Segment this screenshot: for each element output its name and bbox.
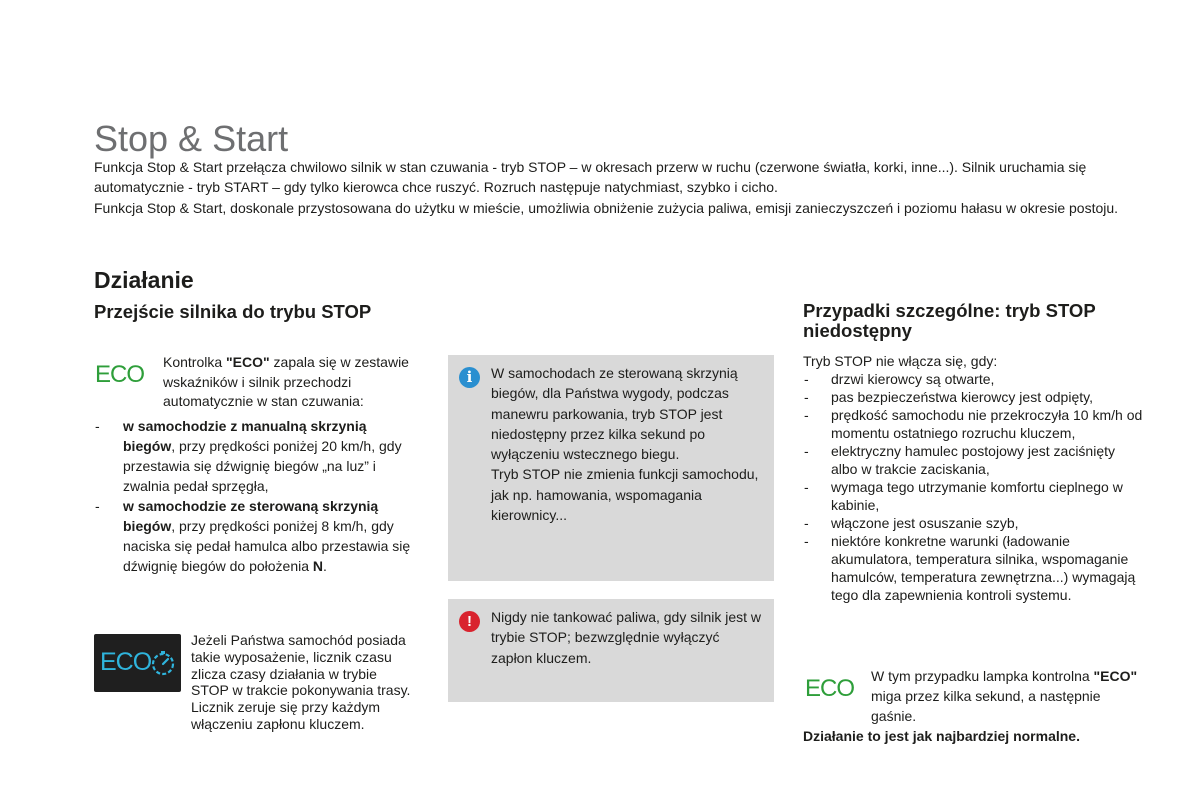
list-item: - pas bezpieczeństwa kierowcy jest odpięty, xyxy=(803,388,1143,406)
list-item: - niektóre konkretne warunki (ładowanie akumulatora, temperatura silnika, wspomaganie hamulców, temperatura zewnętrzna...) wymagają tego dla zapewnienia kontroli systemu. xyxy=(803,532,1143,604)
special-cases-list xyxy=(803,370,1143,604)
list-item-text: , przy prędkości poniżej 8 km/h, gdy naciska się pedał hamulca albo przestawia się dźwignię biegów do położenia xyxy=(123,518,411,574)
special-cases-heading: Przypadki szczególne: tryb STOP niedostępny xyxy=(803,300,1096,341)
info-paragraph-1: W samochodach ze sterowaną skrzynią biegów, dla Państwa wygody, podczas manewru parkowania, tryb STOP jest niedostępny przez kilka sekund po wyłączeniu wstecznego biegu. xyxy=(491,365,738,463)
intro-paragraph-2: Funkcja Stop & Start, doskonale przystosowana do użytku w mieście, umożliwia obniżenie zużycia paliwa, emisji zanieczyszczeń i poziomu hałasu w okresie postoju. xyxy=(94,199,1119,216)
page-title: Stop & Start xyxy=(94,118,289,159)
stop-mode-heading: Przejście silnika do trybu STOP xyxy=(94,301,372,322)
list-item-bold: w samochodzie z manualną skrzynią biegów xyxy=(123,418,367,454)
list-item: - włączone jest osuszanie szyb, xyxy=(803,514,1143,532)
eco-stopwatch-icon xyxy=(94,634,181,692)
list-item xyxy=(94,496,414,576)
eco-blink-description xyxy=(871,666,1141,726)
text: W tym przypadku lampka kontrolna xyxy=(871,668,1094,684)
list-item-bold: w samochodzie ze sterowaną skrzynią biegów xyxy=(123,498,379,534)
list-item-text: , przy prędkości poniżej 20 km/h, gdy przestawia się dźwignię biegów „na luz” i zwalnia pedał sprzęgła, xyxy=(123,438,402,494)
list-item: - elektryczny hamulec postojowy jest zaciśnięty albo w trakcie zaciskania, xyxy=(803,442,1143,478)
info-paragraph-2: Tryb STOP nie zmienia funkcji samochodu, jak np. hamowania, wspomagania kierownicy... xyxy=(491,466,759,524)
warning-icon: ! xyxy=(459,611,480,632)
info-box xyxy=(448,355,774,581)
info-icon: i xyxy=(459,367,480,388)
stopwatch-icon xyxy=(150,650,176,676)
eco-counter-description: Jeżeli Państwa samochód posiada takie wyposażenie, licznik czasu zlicza czasy działania w trybie STOP w trakcie pokonywania trasy. Licznik zeruje się przy każdym włączeniu zapłonu kluczem. xyxy=(191,632,411,732)
eco-indicator-icon: ECO xyxy=(805,675,855,702)
info-box-text xyxy=(491,363,763,525)
stop-conditions-list xyxy=(94,416,414,576)
warning-box-text: Nigdy nie tankować paliwa, gdy silnik jest w trybie STOP; bezwzględnie wyłączyć zapłon kluczem. xyxy=(491,609,762,666)
eco-indicator-description xyxy=(163,353,423,412)
eco-indicator-icon: ECO xyxy=(95,361,145,388)
eco-counter-label: ECO xyxy=(100,648,152,676)
intro-paragraph-1: Funkcja Stop & Start przełącza chwilowo silnik w stan czuwania - tryb STOP – w okresach przerw w ruchu (czerwone światła, korki, inne...). Silnik uruchamia się automatycznie - tryb START – gdy tylko kierowca chce ruszyć. Rozruch następuje natychmiast, szybko i cicho. xyxy=(94,159,1087,196)
intro-text xyxy=(94,157,1124,218)
warning-box xyxy=(448,599,774,702)
eco-bold-label: "ECO" xyxy=(1093,668,1138,684)
gear-n-label: N xyxy=(312,558,324,574)
list-item xyxy=(94,416,414,496)
list-item: - wymaga tego utrzymanie komfortu cieplnego w kabinie, xyxy=(803,478,1143,514)
list-item-end: . xyxy=(323,558,327,574)
text: miga przez kilka sekund, a następnie gaśnie. xyxy=(871,688,1101,724)
text: Kontrolka xyxy=(163,354,227,370)
special-cases-intro: Tryb STOP nie włącza się, gdy: xyxy=(803,353,998,369)
list-item: - prędkość samochodu nie przekroczyła 10 km/h od momentu ostatniego rozruchu kluczem, xyxy=(803,406,1143,442)
section-title: Działanie xyxy=(94,267,194,293)
list-item: - drzwi kierowcy są otwarte, xyxy=(803,370,1143,388)
eco-bold-label: "ECO" xyxy=(226,354,270,370)
normal-operation-note: Działanie to jest jak najbardziej normalne. xyxy=(803,728,1080,744)
text: zapala się w zestawie wskaźników i silnik przechodzi automatycznie w stan czuwania: xyxy=(163,354,409,409)
